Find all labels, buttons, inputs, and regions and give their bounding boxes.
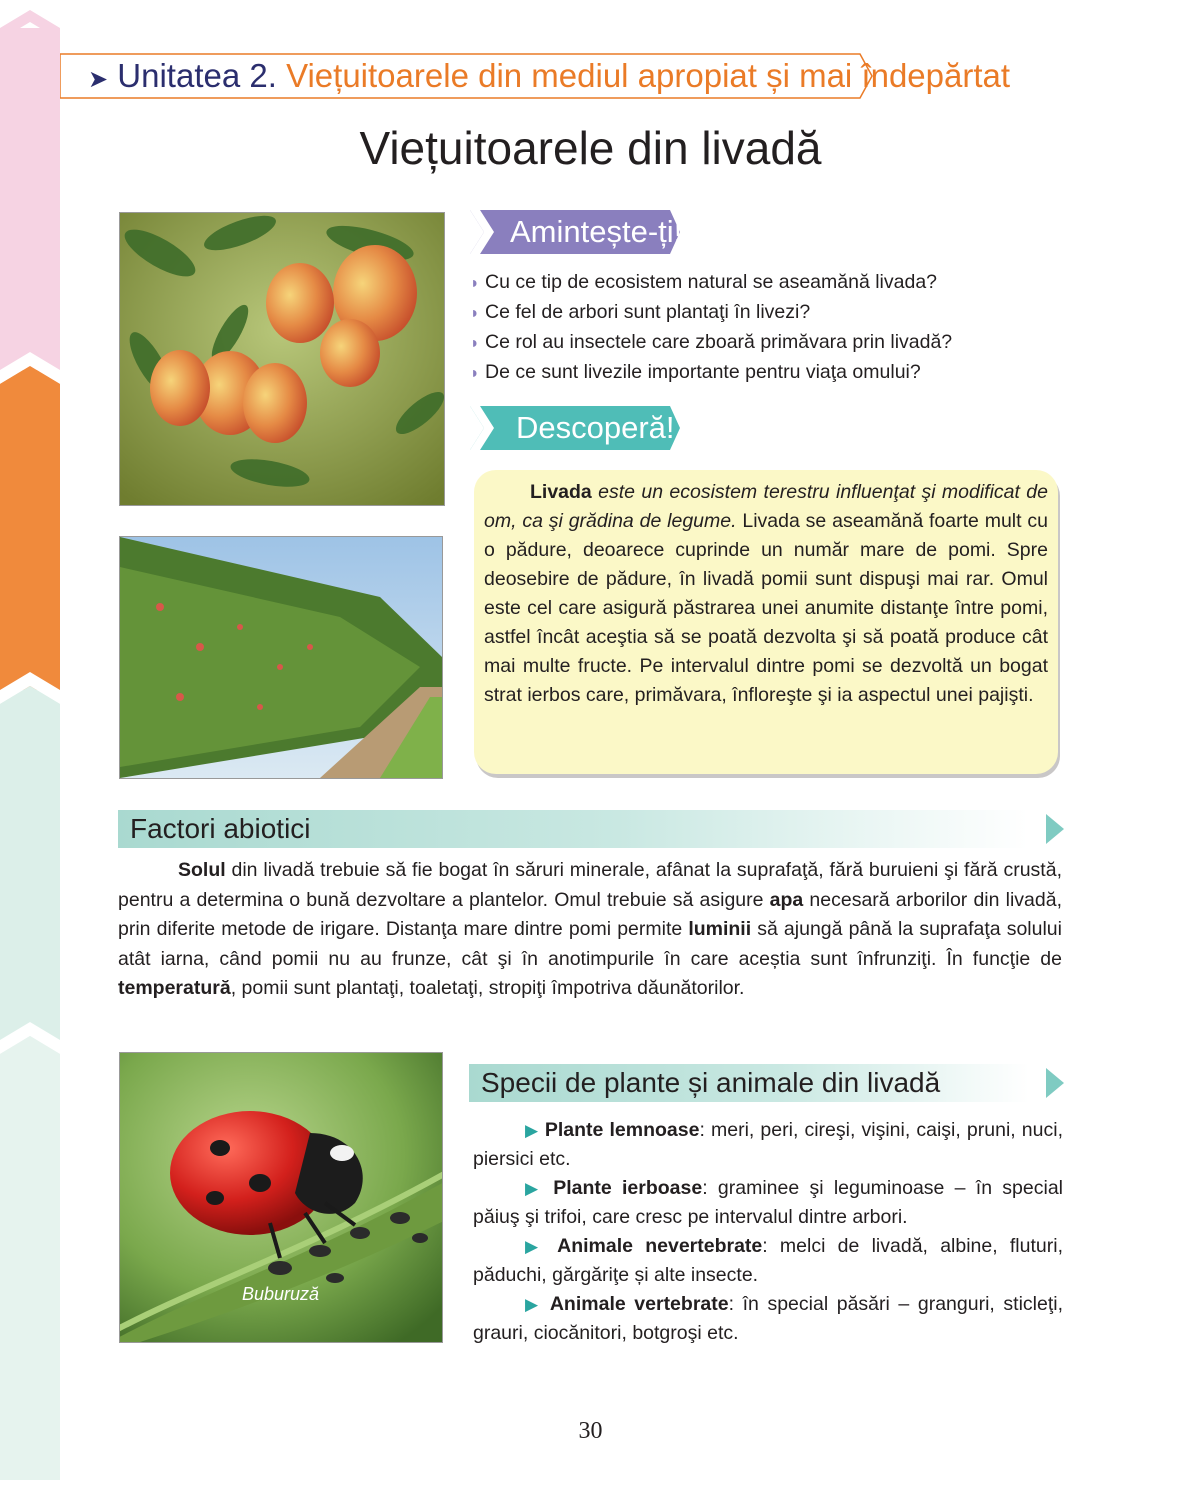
arrow-right-icon: ➤	[88, 66, 109, 93]
remember-questions	[470, 268, 1060, 388]
triangle-bullet-icon: ▶	[525, 1179, 543, 1198]
term-temperature: temperatură	[118, 977, 231, 999]
discover-definition: este un ecosistem terestru influenţat şi modificat de om, ca şi grădina de legume.	[484, 481, 1048, 532]
term-water: apa	[769, 888, 804, 911]
term-light: luminii	[688, 918, 752, 940]
half-circle-bullet-icon: ◗	[470, 275, 480, 292]
stripe-chevrons	[0, 0, 60, 1506]
abiotic-heading: Factori abiotici	[130, 813, 311, 844]
discover-body: Livada se aseamănă foarte mult cu o pădure, deoarece cuprinde un număr mare de pomi. Spre deosebire de pădure, în livadă pomii sunt dispuşi mai rar. Omul este cel care asigură păstrarea unei anumite distanţe între pomi, astfel încât aceştia să se poată dezvolta şi să poată produce cât mai multe fructe. Pe intervalul dintre pomi se dezvoltă un bogat strat ierbos care, primăvara, înfloreşte şi ia aspectul unei pajişti.	[484, 510, 1048, 706]
page-number: 30	[578, 1418, 603, 1444]
discover-box	[474, 470, 1058, 774]
triangle-bullet-icon: ▶	[525, 1237, 545, 1256]
photo-caption: Buburuză	[242, 1284, 320, 1305]
list-item: ◗ De ce sunt livezile importante pentru viaţa omului?	[470, 358, 1060, 388]
discover-heading: Descoperă!	[516, 410, 675, 445]
triangle-right-icon	[1046, 814, 1064, 844]
discover-tag	[470, 406, 680, 450]
list-item: ▶ Animale vertebrate: în special păsări – granguri, sticleţi, grauri, ciocănitori, botgroşi etc.	[473, 1293, 1064, 1344]
orchard-photo	[119, 536, 443, 779]
list-item: ◗ Ce fel de arbori sunt plantaţi în livezi?	[470, 298, 1060, 328]
term-soil: Solul	[178, 859, 226, 881]
triangle-right-icon	[1046, 1068, 1064, 1098]
half-circle-bullet-icon: ◗	[470, 365, 480, 382]
pears-photo	[119, 212, 445, 506]
abiotic-paragraph: Solul din livadă trebuie să fie bogat în săruri minerale, afânat la suprafaţă, fără buruieni şi fără crustă, pentru a determina o bună dezvoltare a plantelor. Omul trebuie să asigure apa necesară arborilor din livadă, prin diferite metode de irigare. Distanţa mare dintre pomi permite luminii să ajungă până la suprafaţa solului atât iarna, când pomii nu au frunze, cât şi în anotimpurile în care aceștia sunt înfrunziţi. În funcţie de temperatură, pomii sunt plantaţi, toaletaţi, stropiţi împotriva dăunătorilor.	[118, 859, 1062, 999]
remember-heading: Amintește-ți!	[510, 214, 683, 249]
discover-term: Livada	[530, 481, 592, 503]
page-title: Viețuitoarele din livadă	[359, 122, 822, 174]
unit-label: Unitatea 2.	[117, 57, 277, 94]
list-item: ▶ Plante lemnoase: meri, peri, cireşi, vişini, caişi, pruni, nuci, piersici etc.	[473, 1119, 1063, 1170]
list-item: ▶ Plante ierboase: graminee şi leguminoase – în special păiuş şi trifoi, care cresc pe intervalul dintre arbori.	[473, 1177, 1064, 1228]
remember-tag	[470, 210, 683, 254]
ladybug-photo	[119, 1052, 443, 1343]
discover-paragraph	[484, 478, 1048, 710]
species-section-header	[469, 1064, 1064, 1102]
list-item: ◗ Ce rol au insectele care zboară primăvara prin livadă?	[470, 328, 1060, 358]
unit-topic: Viețuitoarele din mediul apropiat și mai îndepărtat	[286, 57, 1011, 94]
half-circle-bullet-icon: ◗	[470, 335, 480, 352]
list-item: ▶ Animale nevertebrate: melci de livadă, albine, fluturi, păduchi, gărgăriţe și alte insecte.	[473, 1235, 1063, 1286]
unit-header	[88, 53, 1010, 99]
list-item: ◗ Cu ce tip de ecosistem natural se aseamănă livada?	[470, 268, 1060, 298]
species-heading: Specii de plante și animale din livadă	[481, 1067, 941, 1098]
species-list	[473, 1116, 1063, 1348]
triangle-bullet-icon: ▶	[525, 1121, 539, 1140]
triangle-bullet-icon: ▶	[525, 1295, 542, 1314]
half-circle-bullet-icon: ◗	[470, 305, 480, 322]
abiotic-section-header	[118, 810, 1064, 848]
